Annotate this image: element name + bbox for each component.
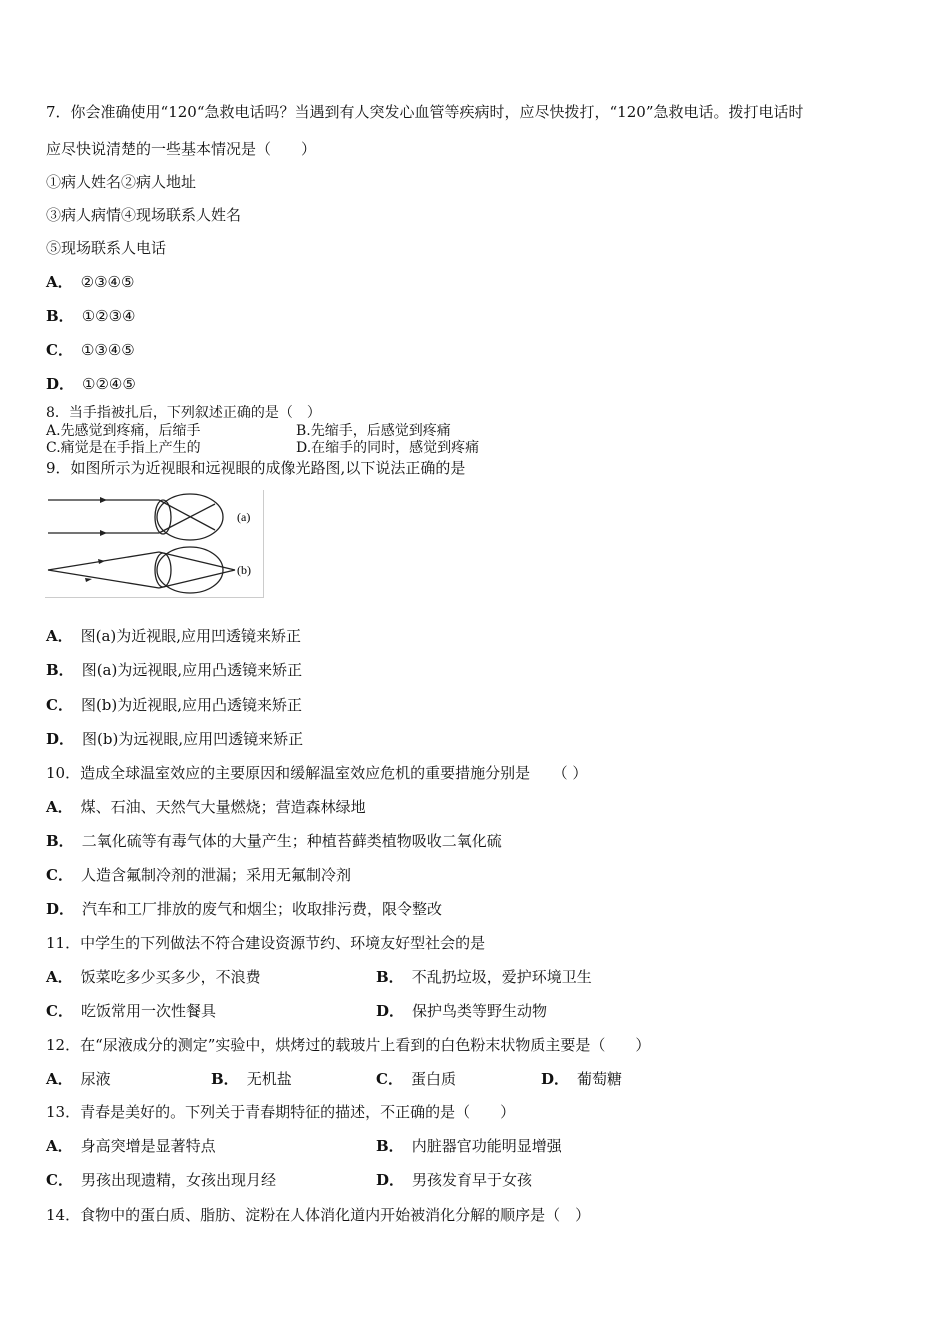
option-text: 图(b)为远视眼,应用凹透镜来矫正 xyxy=(82,730,304,748)
option-text: 图(a)为近视眼,应用凹透镜来矫正 xyxy=(80,627,302,645)
option-label: A． xyxy=(46,1070,73,1088)
option-label: D． xyxy=(541,1070,570,1088)
q11-option-a xyxy=(46,968,261,986)
option-text: ①②④⑤ xyxy=(82,375,136,393)
q7-option-c xyxy=(46,341,135,359)
q10-option-d xyxy=(46,900,442,918)
option-text: ①③④⑤ xyxy=(80,341,135,359)
q7-stem-line1: 7．你会准确使用“120“急救电话吗？当遇到有人突发心血管等疾病时，应尽快拨打，“120”急救电话。拨打电话时 xyxy=(46,103,804,121)
q7-item: ①病人姓名②病人地址 xyxy=(46,173,197,191)
option-text: 尿液 xyxy=(80,1070,111,1088)
q7-option-a xyxy=(46,273,134,291)
option-label: D． xyxy=(376,1171,405,1189)
q10-stem: 10．造成全球温室效应的主要原因和缓解温室效应危机的重要措施分别是 （ ） xyxy=(46,764,588,782)
q12-stem: 12．在“尿液成分的测定”实验中，烘烤过的载玻片上看到的白色粉末状物质主要是（ ） xyxy=(46,1036,651,1054)
option-label: B． xyxy=(211,1070,239,1088)
q9-option-d xyxy=(46,730,303,748)
option-label: C． xyxy=(46,866,73,884)
option-label: A． xyxy=(46,798,73,816)
option-text: 煤、石油、天然气大量燃烧；营造森林绿地 xyxy=(80,798,366,816)
option-label: C． xyxy=(376,1070,403,1088)
q13-option-b xyxy=(376,1137,562,1155)
option-text: 图(b)为近视眼,应用凸透镜来矫正 xyxy=(80,696,303,714)
option-text: 人造含氟制冷剂的泄漏；采用无氟制冷剂 xyxy=(80,866,351,884)
option-text: 身高突增是显著特点 xyxy=(80,1137,216,1155)
q14-stem: 14．食物中的蛋白质、脂肪、淀粉在人体消化道内开始被消化分解的顺序是（ ） xyxy=(46,1206,591,1224)
q7-stem-line2: 应尽快说清楚的一些基本情况是（ ） xyxy=(46,140,317,158)
q13-option-a xyxy=(46,1137,216,1155)
option-text: 蛋白质 xyxy=(410,1070,456,1088)
q12-option-d xyxy=(541,1070,622,1088)
option-text: 汽车和工厂排放的废气和烟尘；收取排污费，限令整改 xyxy=(82,900,443,918)
option-label: B． xyxy=(46,307,74,325)
figure-label-a: (a) xyxy=(237,510,251,524)
q7-option-b xyxy=(46,307,135,325)
q13-option-d xyxy=(376,1171,532,1189)
option-label: C． xyxy=(46,1002,73,1020)
option-text: 饭菜吃多少买多少，不浪费 xyxy=(80,968,261,986)
q10-option-a xyxy=(46,798,366,816)
q8-option-a: A.先感觉到疼痛，后缩手 xyxy=(46,423,201,439)
option-text: 男孩出现遗精，女孩出现月经 xyxy=(80,1171,276,1189)
option-label: B． xyxy=(376,968,404,986)
option-text: ②③④⑤ xyxy=(80,273,135,291)
q8-option-b: B.先缩手，后感觉到疼痛 xyxy=(296,423,451,439)
q8-stem: 8．当手指被扎后，下列叙述正确的是（ ） xyxy=(46,405,321,421)
option-label: C． xyxy=(46,341,73,359)
q12-option-c xyxy=(376,1070,456,1088)
q11-option-c xyxy=(46,1002,216,1020)
q8-option-d: D.在缩手的同时，感觉到疼痛 xyxy=(296,440,480,456)
option-text: 葡萄糖 xyxy=(577,1070,623,1088)
q12-option-a xyxy=(46,1070,111,1088)
option-text: 不乱扔垃圾，爱护环境卫生 xyxy=(411,968,592,986)
option-label: B． xyxy=(46,832,74,850)
option-label: D． xyxy=(376,1002,405,1020)
option-text: 图(a)为远视眼,应用凸透镜来矫正 xyxy=(81,661,303,679)
option-text: 二氧化硫等有毒气体的大量产生；种植苔藓类植物吸收二氧化硫 xyxy=(81,832,502,850)
figure-label-b: (b) xyxy=(237,563,251,577)
q10-option-c xyxy=(46,866,351,884)
option-text: 吃饭常用一次性餐具 xyxy=(80,1002,216,1020)
q9-option-c xyxy=(46,696,302,714)
q9-option-a xyxy=(46,627,301,645)
q12-option-b xyxy=(211,1070,292,1088)
option-label: A． xyxy=(46,968,73,986)
q7-option-d xyxy=(46,375,136,393)
q9-stem: 9．如图所示为近视眼和远视眼的成像光路图,以下说法正确的是 xyxy=(46,459,466,477)
option-label: B． xyxy=(46,661,74,679)
option-label: A． xyxy=(46,627,73,645)
option-text: 内脏器官功能明显增强 xyxy=(411,1137,562,1155)
option-label: A． xyxy=(46,273,73,291)
option-label: B． xyxy=(376,1137,404,1155)
option-label: A． xyxy=(46,1137,73,1155)
option-text: ①②③④ xyxy=(81,307,136,325)
q11-option-d xyxy=(376,1002,547,1020)
eye-optics-figure xyxy=(45,490,264,598)
option-label: D． xyxy=(46,730,75,748)
option-text: 保护鸟类等野生动物 xyxy=(412,1002,548,1020)
option-label: C． xyxy=(46,696,73,714)
eye-diagram xyxy=(45,490,263,597)
q7-item: ③病人病情④现场联系人姓名 xyxy=(46,206,242,224)
q7-item: ⑤现场联系人电话 xyxy=(46,239,167,257)
q9-option-b xyxy=(46,661,302,679)
q10-option-b xyxy=(46,832,502,850)
q13-stem: 13．青春是美好的。下列关于青春期特征的描述，不正确的是（ ） xyxy=(46,1103,516,1121)
q11-stem: 11．中学生的下列做法不符合建设资源节约、环境友好型社会的是 xyxy=(46,934,486,952)
option-label: D． xyxy=(46,900,75,918)
option-text: 男孩发育早于女孩 xyxy=(412,1171,533,1189)
option-text: 无机盐 xyxy=(246,1070,292,1088)
option-label: D． xyxy=(46,375,75,393)
q8-option-c: C.痛觉是在手指上产生的 xyxy=(46,440,201,456)
q11-option-b xyxy=(376,968,592,986)
option-label: C． xyxy=(46,1171,73,1189)
q13-option-c xyxy=(46,1171,276,1189)
